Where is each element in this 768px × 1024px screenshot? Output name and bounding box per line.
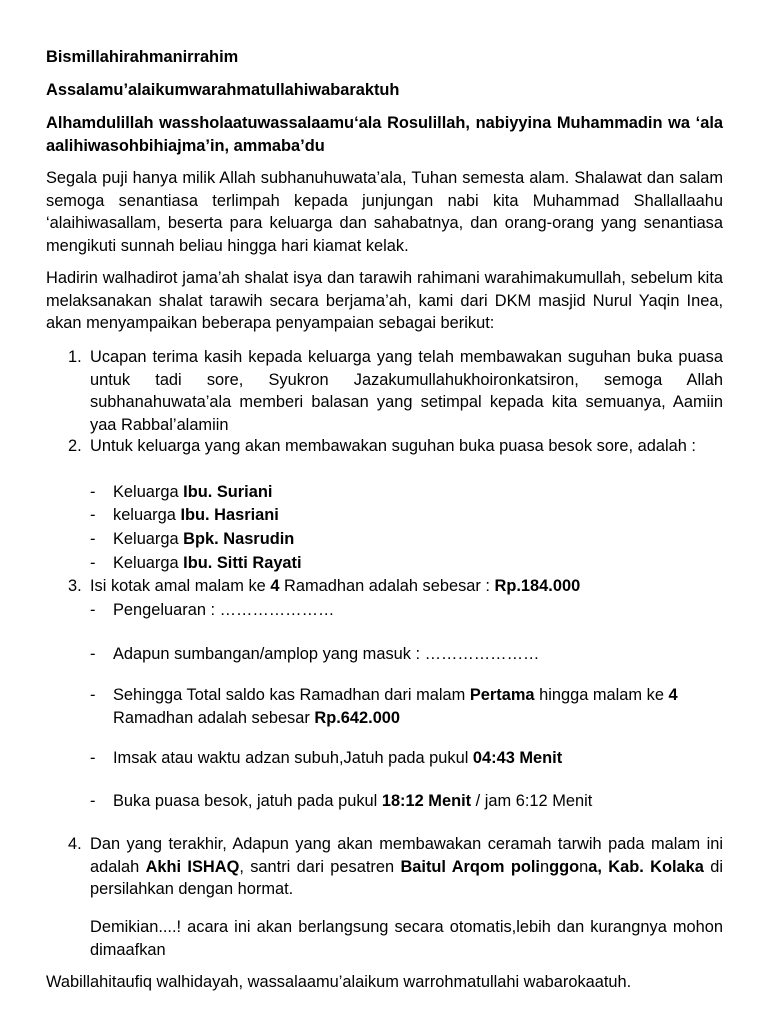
expense-line: Pengeluaran : ………………… [113,601,335,619]
dash-bullet: - [90,686,96,704]
dash-bullet: - [90,749,96,767]
iftar-time-line: Buka puasa besok, jatuh pada pukul 18:12 Menit / jam 6:12 Menit [113,792,593,810]
list-number-3: 3. [68,577,82,595]
dash-bullet: - [90,792,96,810]
closing-salam: Wabillahitaufiq walhidayah, wassalaamu’alaikum warrohmatullahi wabarokaatuh. [46,973,632,991]
imsak-time-line: Imsak atau waktu adzan subuh,Jatuh pada pukul 04:43 Menit [113,749,563,767]
dash-bullet: - [90,506,96,524]
dash-bullet: - [90,483,96,501]
dash-bullet: - [90,645,96,663]
donation-line: Adapun sumbangan/amplop yang masuk : ………………… [113,645,540,663]
dash-bullet: - [90,530,96,548]
basmalah-heading: Bismillahirahmanirrahim [46,48,239,66]
salam-heading: Assalamu’alaikumwarahmatullahiwabaraktuh [46,81,400,99]
list-number-4: 4. [68,835,82,853]
list-item-thanks: Ucapan terima kasih kepada keluarga yang telah membawakan suguhan buka puasa untuk tadi sore, Syukron Jazakumullahukhoironkatsiron, semoga Allah subhanahuwata’ala memberi balasan yang setimpal kepada kita semuanya, Aamiin yaa Rabbal’alamiin [90,348,723,434]
list-item-lecture: Dan yang terakhir, Adapun yang akan membawakan ceramah tarwih pada malam ini adalah Akhi ISHAQ, santri dari pesatren Baitul Arqom polinggona, Kab. Kolaka di persilahkan dengan hormat. [90,835,724,898]
family-item: keluarga Ibu. Hasriani [113,506,279,524]
dash-bullet: - [90,601,96,619]
family-item: Keluarga Bpk. Nasrudin [113,530,295,548]
intro-paragraph: Hadirin walhadirot jama’ah shalat isya dan tarawih rahimani warahimakumullah, sebelum kita melaksanakan shalat tarawih secara berjama’ah, kami dari DKM masjid Nurul Yaqin Inea, akan menyampaikan beberapa penyampaian sebagai berikut: [46,269,723,332]
family-item: Keluarga Ibu. Suriani [113,483,273,501]
list-item-next-families: Untuk keluarga yang akan membawakan suguhan buka puasa besok sore, adalah : [90,437,696,455]
hamdalah-heading: Alhamdulillah wassholaatuwassalaamu‘ala Rosulillah, nabiyyina Muhammadin wa ‘ala aalihiwasohbihiajma’in, ammaba’du [46,114,723,155]
family-item: Keluarga Ibu. Sitti Rayati [113,554,302,572]
praise-paragraph: Segala puji hanya milik Allah subhanuhuwata’ala, Tuhan semesta alam. Shalawat dan salam semoga senantiasa terlimpah kepada junjungan nabi kita Muhammad Shallallaahu ‘alaihiwasallam, beserta para keluarga dan sahabatnya, dan orang-orang yang senantiasa mengikuti sunnah beliau hingga hari kiamat kelak. [46,169,723,255]
list-number-1: 1. [68,348,82,366]
closing-note: Demikian....! acara ini akan berlangsung secara otomatis,lebih dan kurangnya mohon dimaafkan [90,918,723,959]
list-item-charity-box: Isi kotak amal malam ke 4 Ramadhan adalah sebesar : Rp.184.000 [90,577,581,595]
list-number-2: 2. [68,437,82,455]
dash-bullet: - [90,554,96,572]
total-balance-line: Sehingga Total saldo kas Ramadhan dari malam Pertama hingga malam ke 4 Ramadhan adalah sebesar Rp.642.000 [113,686,678,727]
